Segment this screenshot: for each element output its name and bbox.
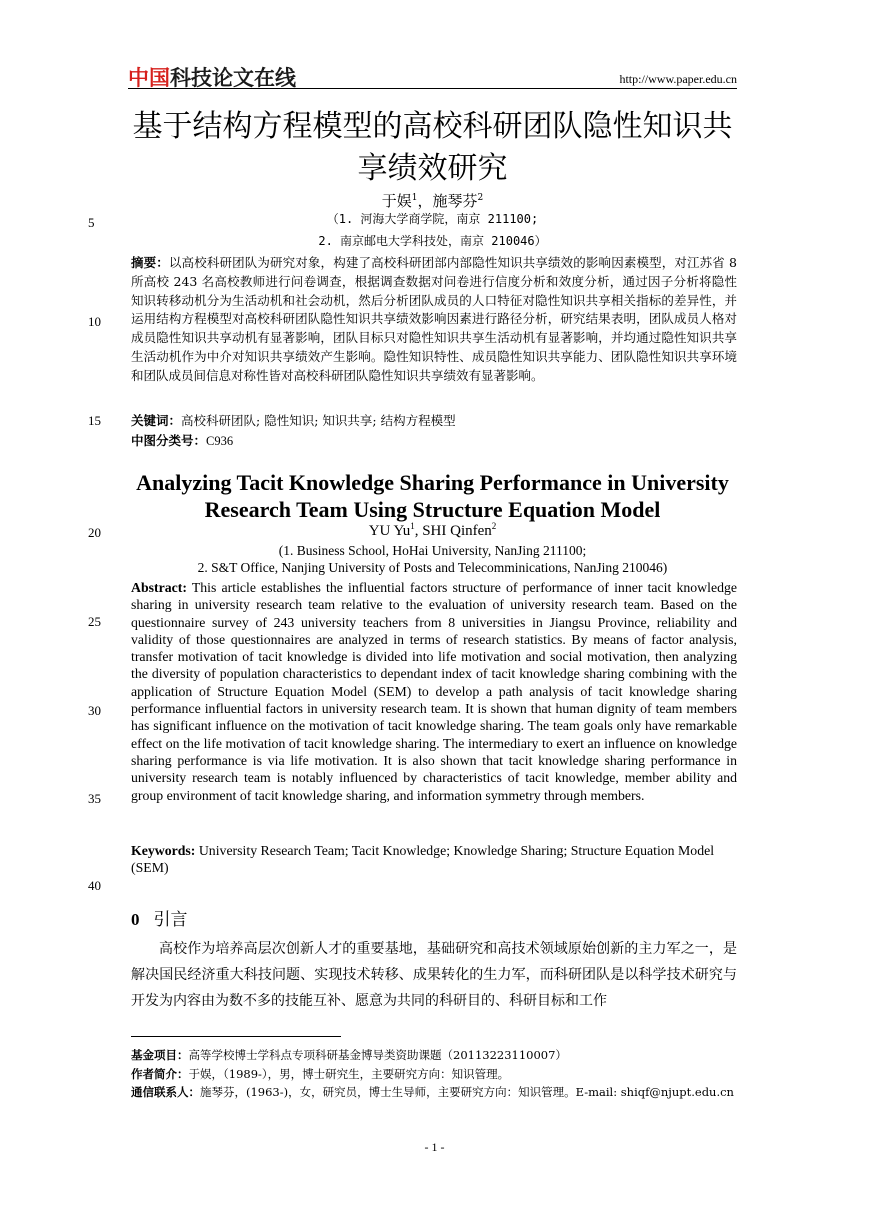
abstract-en (131, 579, 737, 804)
section-heading (131, 905, 188, 930)
footnote-author-bio (131, 1065, 737, 1084)
footnote-funding-label: 基金项目： (131, 1048, 189, 1062)
line-number: 40 (88, 878, 101, 893)
abstract-cn-text: 以高校科研团队为研究对象，构建了高校科研团部内部隐性知识共享绩效的影响因素模型，对江苏省 8 所高校 243 名高校教师进行问卷调查，根据调查数据对问卷进行信度分析和效度分析，通过因子分析将隐性知识转移动机分为生活动机和社会动机，然后分析团队成员的人口特征对隐性知识共享相关指标的差异性，并运用结构方程模型对高校科研团队隐性知识共享绩效影响因素进行路径分析，研究结果表明，团队成员人格对成员隐性知识共享动机有显著影响，团队目标只对隐性知识共享生活动机有显著影响，并均通过隐性知识共享生活动机作为中介对知识共享绩效产生影响。隐性知识特性、成员隐性知识共享能力、团队隐性知识共享环境和团队成员间信息对称性皆对高校科研团队隐性知识共享绩效有显著影响。 (131, 255, 737, 383)
affiliation-en-1: (1. Business School, HoHai University, NanJing 211100; (278, 543, 587, 558)
section-number: 0 (131, 910, 140, 929)
footnote-author-bio-label: 作者简介： (131, 1067, 189, 1081)
author-cn-2-sup: 2 (477, 193, 484, 203)
line-number: 20 (88, 525, 101, 540)
author-cn-sep: ， (417, 192, 433, 210)
author-cn-1: 于娱 (381, 192, 412, 210)
authors-cn (128, 189, 737, 210)
author-cn-2: 施琴芬 (432, 192, 478, 210)
author-en-2-sup: 2 (491, 521, 497, 531)
author-en-1: YU Yu (368, 523, 411, 539)
line-number: 30 (88, 703, 101, 718)
author-cn-1-sup: 1 (411, 193, 418, 203)
footnote-author-bio-text: 于娱，（1989-），男，博士研究生，主要研究方向：知识管理。 (188, 1067, 510, 1081)
affiliation-en-2: 2. S&T Office, Nanjing University of Posts and Telecomminications, NanJing 210046) (197, 560, 668, 575)
header-url[interactable]: http://www.paper.edu.cn (619, 72, 737, 86)
abstract-cn-label: 摘要： (131, 255, 169, 270)
keywords-cn-label: 关键词： (131, 413, 182, 428)
keywords-en-label: Keywords: (131, 843, 196, 858)
line-number: 10 (88, 314, 101, 329)
page-number: - 1 - (424, 1140, 445, 1154)
line-number: 25 (88, 614, 101, 629)
line-number: 15 (88, 413, 101, 428)
logo-black-text: 科技论文在线 (170, 66, 296, 90)
footnote-funding-text: 高等学校博士学科点专项科研基金博导类资助课题（20113223110007） (188, 1048, 567, 1062)
abstract-en-label: Abstract: (131, 580, 187, 595)
clc-text: C936 (206, 434, 234, 448)
keywords-cn (131, 412, 737, 431)
title-cn: 基于结构方程模型的高校科研团队隐性知识共享绩效研究 (132, 109, 733, 186)
keywords-en-text: University Research Team; Tacit Knowledge; Knowledge Sharing; Structure Equation Model (SEM) (131, 843, 715, 876)
clc-number (131, 432, 737, 451)
abstract-cn (131, 254, 737, 386)
section-title: 引言 (153, 910, 188, 930)
keywords-en (131, 842, 737, 877)
line-number: 5 (88, 215, 95, 230)
author-en-sep: , (414, 523, 423, 539)
logo-red-text: 中国 (128, 66, 170, 90)
footnote-corresponding (131, 1083, 737, 1102)
footnote-corresponding-text: 施琴芬，(1963-)，女，研究员，博士生导师，主要研究方向：知识管理。E-mail: shiqf@njupt.edu.cn (200, 1085, 734, 1099)
line-number: 35 (88, 791, 101, 806)
author-en-2: SHI Qinfen (422, 523, 492, 539)
abstract-en-text: This article establishes the influential factors structure of performance of inner tacit knowledge sharing in university research team relative to the evaluation of university research team. Based on the questionnaire survey of 243 university teachers from 8 universities in Jiangsu Province, reliability and validity of those questionnaires are analyzed in terms of research statistics. By means of factor analysis, transfer motivation of tacit knowledge is divided into life motivation and social motivation, then analyzing the diversity of population characteristics to dependant index of tacit knowledge sharing combining with the application of Structure Equation Model (SEM) to develop a path analysis of tacit knowledge sharing performance influential factors in university research team. It is shown that human dignity of team members has significant influence on the motivation of tacit knowledge sharing. The team goals only have remarkable effect on the life motivation of tacit knowledge sharing. The intermediary to exert an influence on knowledge sharing performance is via life motivation. It is also shown that tacit knowledge sharing performance in university research team is notably influenced by characteristics of tacit knowledge, member ability and group environment of tacit knowledge sharing, and information symmetry through members. (131, 580, 737, 803)
footnote-divider (131, 1036, 341, 1037)
header-divider (128, 88, 737, 89)
clc-label: 中图分类号： (131, 433, 207, 448)
author-en-1-sup: 1 (410, 521, 415, 531)
footnote-funding (131, 1046, 737, 1065)
authors-en (128, 521, 737, 540)
footnote-corresponding-label: 通信联系人： (131, 1085, 200, 1099)
title-en: Analyzing Tacit Knowledge Sharing Performance in University Research Team Using Structure Equation Model (136, 470, 729, 522)
affiliation-cn-2: 2. 南京邮电大学科技处，南京 210046） (318, 234, 547, 248)
body-paragraph: 高校作为培养高层次创新人才的重要基地，基础研究和高技术领域原始创新的主力军之一，是解决国民经济重大科技问题、实现技术转移、成果转化的生力军，而科研团队是以科学技术研究与开发为内容由为数不多的技能互补、愿意为共同的科研目的、科研目标和工作 (131, 941, 737, 1009)
affiliation-cn-1: （1. 河海大学商学院，南京 211100; (326, 212, 539, 226)
keywords-cn-text: 高校科研团队; 隐性知识; 知识共享; 结构方程模型 (181, 413, 456, 428)
